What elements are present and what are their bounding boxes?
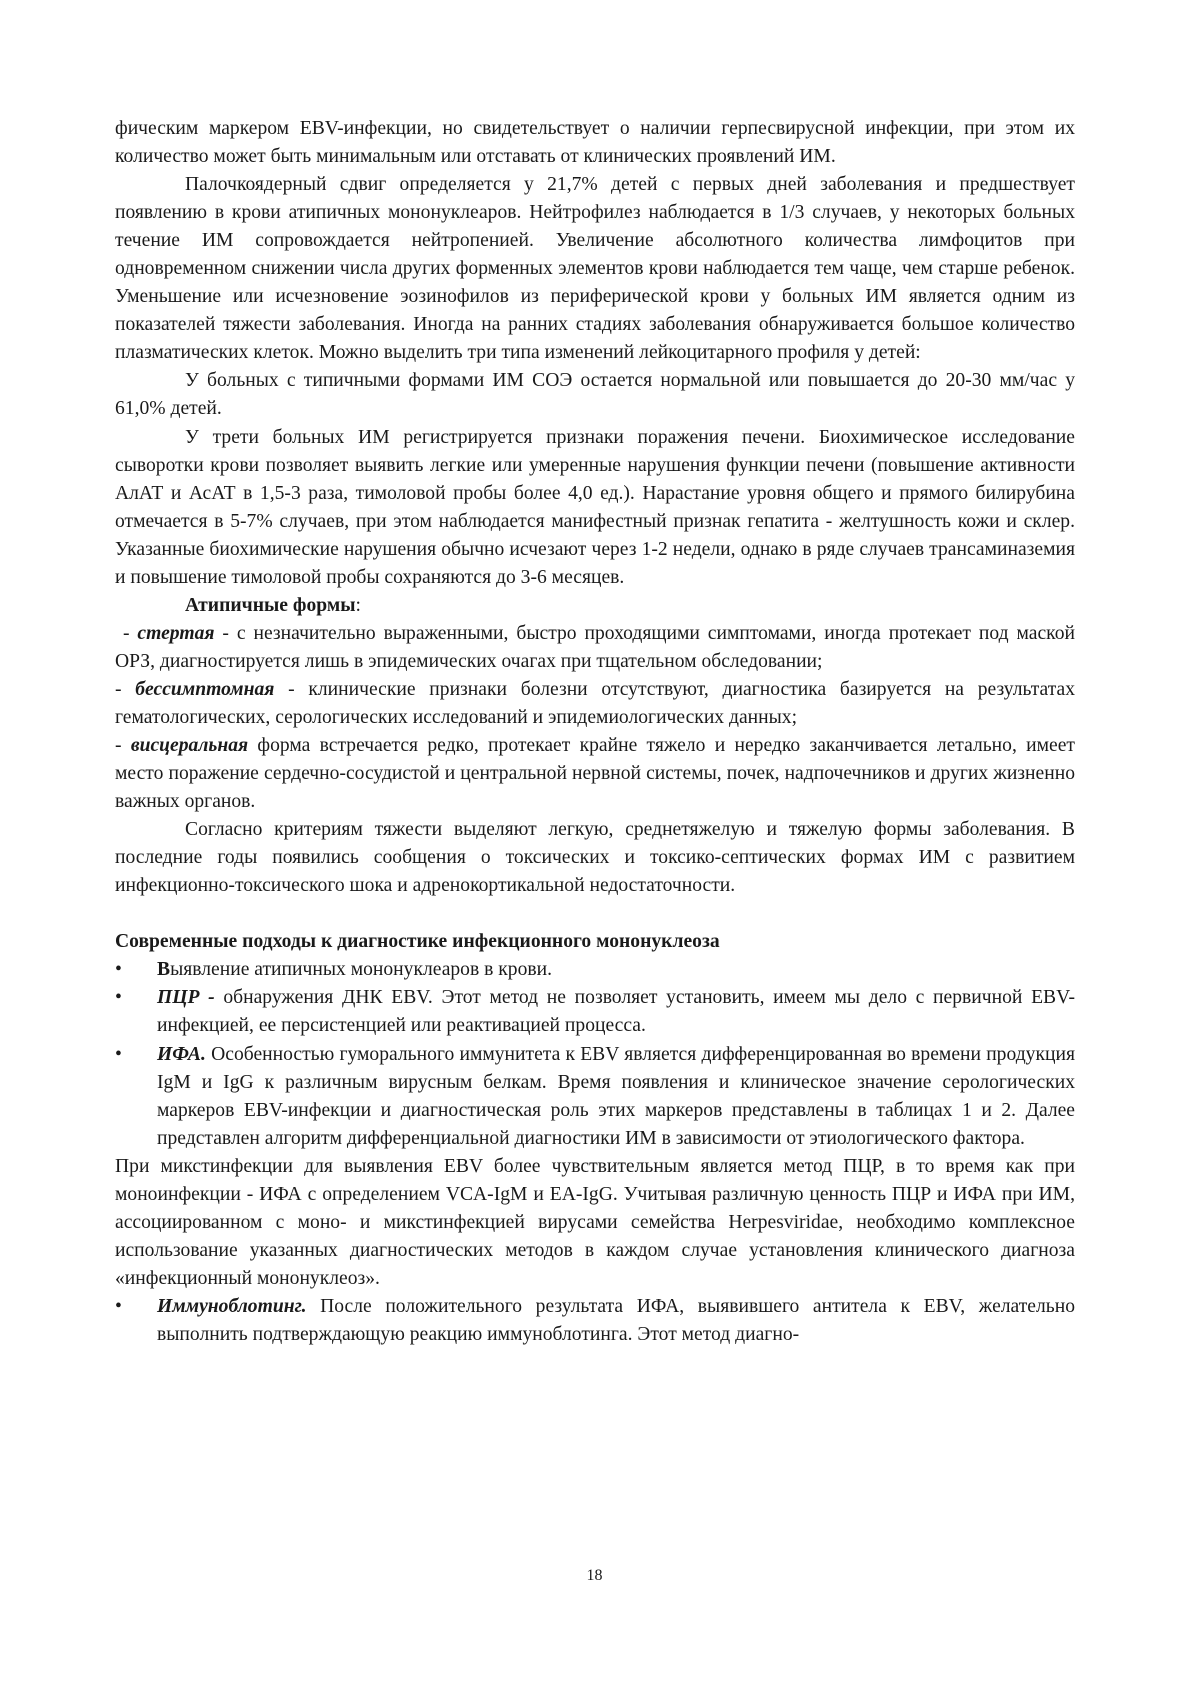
bullet-immunoblotting [115,1293,1075,1349]
atypical-forms-heading [115,592,1075,620]
term-visceral: висцеральная [130,735,249,757]
term-pcr: ПЦР - [157,987,215,1009]
text-erased: - с незначительно выраженными, быстро проходящими симптомами, иногда протекает под маской ОРЗ, диагностируется лишь в эпидемических очагах при тщательном обследовании; [115,622,1075,672]
paragraph-ebv-marker: фическим маркером EBV-инфекции, но свидетельствует о наличии герпесвирусной инфекции, при этом их количество может быть минимальным или отставать от клинических проявлений ИМ. [115,118,1075,168]
paragraph-band-shift: Палочкоядерный сдвиг определяется у 21,7% детей с первых дней заболевания и предшествует появлению в крови атипичных мононуклеаров. Нейтрофилез наблюдается в 1/3 случаев, у некоторых больных течение ИМ сопровождается нейтропенией. Увеличение абсолютного количества лимфоцитов при одновременном снижении числа других форменных элементов крови наблюдается тем чаще, чем старше ребенок. Уменьшение или исчезновение эозинофилов из периферической крови у больных ИМ является одним из показателей тяжести заболевания. Иногда на ранних стадиях заболевания обнаруживается большое количество плазматических клеток. Можно выделить три типа изменений лейкоцитарного профиля у детей: [115,174,1075,364]
atypical-visceral: - висцеральная форма встречается редко, протекает крайне тяжело и нередко заканчивается летально, имеет место поражение сердечно-сосудистой и центральной нервной системы, почек, надпочечников и других жизненно важных органов. [115,735,1075,813]
bullet-pcr-text: обнаружения ДНК EBV. Этот метод не позволяет установить, имеем мы дело с первичной EBV-инфекцией, ее персистенцией или реактивацией процесса. [157,987,1075,1037]
bullet-ifa [115,1041,1075,1153]
bullet-ifa-text: Особенностью гуморального иммунитета к EBV является дифференцированная во времени продукция IgM и IgG к различным вирусным белкам. Время появления и клиническое значение серологических маркеров EBV-инфекции и диагностическая роль этих маркеров представлены в таблицах 1 и 2. Далее представлен алгоритм дифференциальной диагностики ИМ в зависимости от этиологического фактора. [157,1043,1075,1149]
bullet-atypical-cells-text: ыявление атипичных мононуклеаров в крови. [170,959,553,981]
page-number: 18 [586,1567,603,1584]
bullet-marker: • [115,1043,122,1065]
paragraph-liver: У трети больных ИМ регистрируется признаки поражения печени. Биохимическое исследование сыворотки крови позволяет выявить легкие или умеренные нарушения функции печени (повышение активности АлАТ и АсАТ в 1,5-3 раза, тимоловой пробы более 4,0 ед.). Нарастание уровня общего и прямого билирубина отмечается в 5-7% случаев, при этом наблюдается манифестный признак гепатита - желтушность кожи и склер. Указанные биохимические нарушения обычно исчезают через 1-2 недели, однако в ряде случаев трансаминаземия и повышение тимоловой пробы сохраняются до 3-6 месяцев. [115,426,1075,588]
bullet-pcr [115,984,1075,1040]
bullet-marker: • [115,959,122,981]
paragraph-mixed-infection: При микстинфекции для выявления EBV более чувствительным является метод ПЦР, в то время как при моноинфекции - ИФА с определением VCA-IgM и EA-IgG. Учитывая различную ценность ПЦР и ИФА при ИМ, ассоциированном с моно- и микстинфекцией вирусами семейства Herpesviridae, необходимо комплексное использование указанных диагностических методов в каждом случае установления клинического диагноза «инфекционный мононуклеоз». [115,1155,1075,1289]
paragraph-esr: У больных с типичными формами ИМ СОЭ остается нормальной или повышается до 20-30 мм/час у 61,0% детей. [115,370,1075,420]
term-immunoblotting: Иммуноблотинг. [157,1295,307,1317]
section-heading: Современные подходы к диагностике инфекционного мононуклеоза [115,931,720,953]
term-asymptomatic: бессимптомная [135,678,275,700]
atypical-forms-title: Атипичные формы [185,594,356,616]
text-asymptomatic: - клинические признаки болезни отсутствуют, диагностика базируется на результатах гематологических, серологических исследований и эпидемиологических данных; [115,678,1075,728]
bullet-first-letter: В [157,959,171,981]
atypical-forms-colon: : [355,594,361,616]
bullet-marker: • [115,987,122,1009]
term-ifa: ИФА. [157,1043,206,1065]
bullet-atypical-cells [115,956,1075,984]
page-content [115,115,1075,1349]
term-erased: стертая [137,622,215,644]
text-visceral: форма встречается редко, протекает крайне тяжело и нередко заканчивается летально, имеет место поражение сердечно-сосудистой и центральной нервной системы, почек, надпочечников и других жизненно важных органов. [115,735,1075,813]
bullet-marker: • [115,1295,122,1317]
paragraph-severity: Согласно критериям тяжести выделяют легкую, среднетяжелую и тяжелую формы заболевания. В последние годы появились сообщения о токсических и токсико-септических формах ИМ с развитием инфекционно-токсического шока и адренокортикальной недостаточности. [115,819,1075,897]
atypical-asymptomatic: - бессимптомная - клинические признаки болезни отсутствуют, диагностика базируется на результатах гематологических, серологических исследований и эпидемиологических данных; [115,678,1075,728]
bullet-immunoblotting-text: После положительного результата ИФА, выявившего антитела к EBV, желательно выполнить подтверждающую реакцию иммуноблотинга. Этот метод диагно- [157,1295,1075,1345]
atypical-erased: - стертая - с незначительно выраженными, быстро проходящими симптомами, иногда протекает под маской ОРЗ, диагностируется лишь в эпидемических очагах при тщательном обследовании; [115,622,1075,672]
